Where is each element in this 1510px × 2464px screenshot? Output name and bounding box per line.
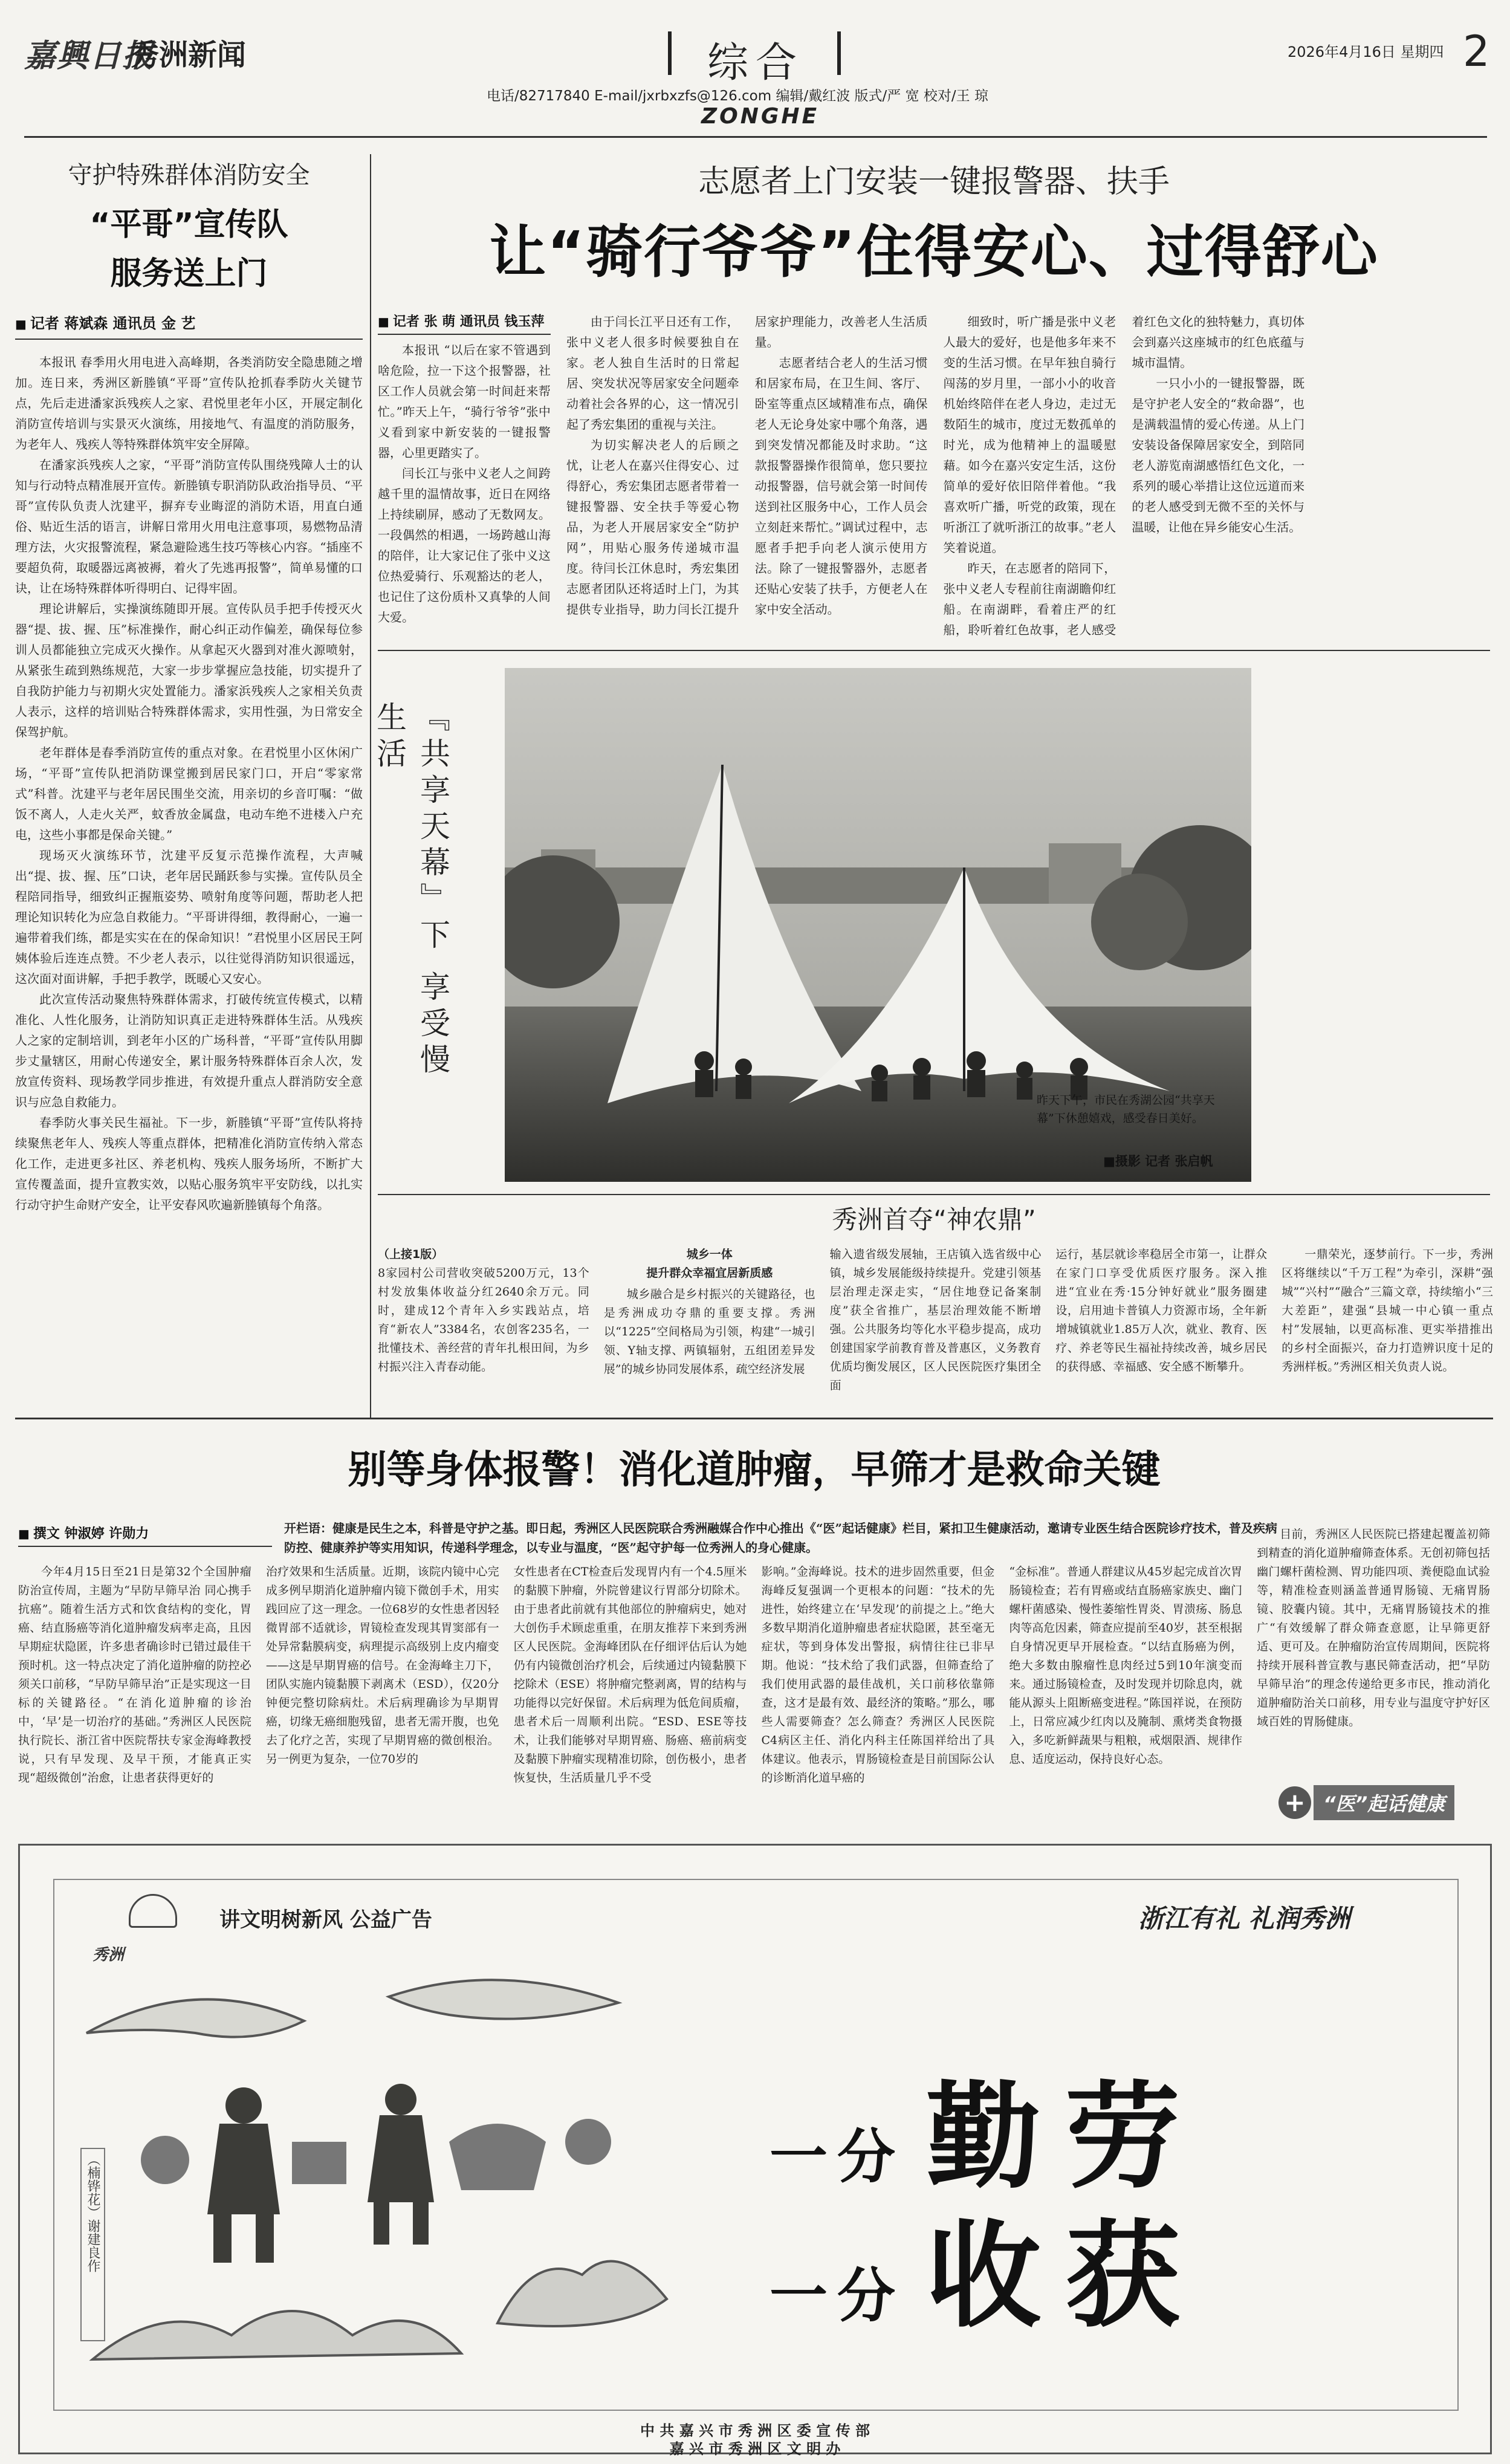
left-story [15, 156, 363, 1413]
ad-sponsor-2: 嘉 兴 市 秀 洲 区 文 明 办 [669, 2440, 841, 2457]
continued-col-5: 一鼎荣光，逐梦前行。下一步，秀洲区将继续以“千万工程”为牵引，深耕“强城”“兴村”“融合”三篇文章，持续缩小“三大差距”，建强“县城一中心镇一重点村”发展轴，以更高标准、更实举措推出的乡村全面振兴，奋力打造辨识度十足的秀洲样板。”秀洲区相关负责人说。 [1282, 1248, 1493, 1373]
top-paragraph: 由于闫长江平日还有工作，张中义老人很多时候要独自在家。老人独自生活时的日常起居、突发状况等居家安全问题牵动着社会各界的心，这一情况引起了秀宏集团的重视与关注。 [566, 314, 739, 432]
continued-text: 城乡融合是乡村振兴的关键路径，也是秀洲成功夺鼎的重要支撑。秀洲以“1225”空间格局为引领，构建“一城引领、Y轴支撑、两镇辐射，五组团差异发展”的城乡协同发展体系，疏空经济发展 [603, 1288, 815, 1376]
ad-slogan-prefix: 一分 [770, 2262, 905, 2330]
top-paragraph: 一只小小的一键报警器，既是守护老人安全的“救命器”，也是满载温情的爱心传递。从上门安装设备保障居家安全，到陪同老人游览南湖感悟红色文化，一系列的暖心举措让这位远道而来的老人感受到无微不至的关怀与温暖，让他在异乡能安心生活。 [1132, 376, 1305, 534]
ad-slogan-big: 勤劳 [926, 2070, 1205, 2204]
masthead [0, 0, 1510, 139]
left-paragraph: 理论讲解后，实操演练随即开展。宣传队员手把手传授灭火器“提、拔、握、压”标准操作，耐心纠正动作偏差，确保每位参训人员都能独立完成灭火操作。从拿起灭火器到对准火源喷射，从紧张生疏到熟练规范，大家一步步掌握应急技能，切实提升了自我防护能力与初期火灾处置能力。潘家浜残疾人之家相关负责人表示，这样的培训贴合特殊群体需求，实用性强，为日常安全保驾护航。 [15, 601, 363, 739]
ad-sponsor-1: 中 共 嘉 兴 市 秀 洲 区 委 宣 传 部 [640, 2422, 870, 2439]
top-story-text [378, 311, 1304, 644]
top-paragraph: 本报讯 “以后在家不管遇到啥危险，拉一下这个报警器，社区工作人员就会第一时间赶来帮忙。”昨天上午，“骑行爷爷”张中义看到家中新安装的一键报警器，心里更踏实了。 [378, 343, 551, 460]
ad-brand: 秀洲 [92, 1946, 125, 1964]
photo-credit: ■摄影 记者 张启帆 [1103, 1154, 1213, 1169]
newspaper-logo: 嘉興日报 [24, 37, 155, 74]
continued-col-3: 输入遗省级发展轴，王店镇入选省级中心镇，城乡发展能级持续提升。党建引领基层治理走深走实，“居住地登记备案制度”获全省推广，基层治理效能不断增强。公共服务均等化水平稳步提高，成功创建国家学前教育普及普惠区，义务教育优质均衡发展区，区人民医院医疗集团全面 [829, 1248, 1042, 1392]
top-paragraph: 细致时，听广播是张中义老人最大的爱好，也是他多年来不变的生活习惯。在早年独自骑行闯荡的岁月里，一部小小的收音机始终陪伴在老人身边，走过无数陌生的城市，度过无数孤单的时光，成为他精神上的温暖慰藉。如今在嘉兴安定生活，这份简单的爱好依旧陪伴着他。“我喜欢听广播，听党的政策，现在听浙江了就听浙江的故事。”老人笑着说道。 [943, 314, 1116, 555]
top-story-header [378, 156, 1490, 301]
continued-col-1 [378, 1245, 589, 1409]
health-col-3: 女性患者在CT检查后发现胃内有一个4.5厘米的黏膜下肿瘤，外院曾建议行胃部分切除术。由于患者此前就有其他部位的肿瘤病史，她对大创伤手术顾虑重重，在朋友推荐下来到秀洲区人民医院。金海峰团队在仔细评估后认为她仍有内镜微创治疗机会，后续通过内镜黏膜下挖除术（ESE）将肿瘤完整剥离，胃的结构与功能得以完好保留。术后病理为低危间质瘤，患者术后一周顺利出院。“ESD、ESE等技术，让我们能够对早期胃癌、肠癌、癌前病变及黏膜下肿瘤实现精准切除，创伤极小，患者恢复快，生活质量几乎不受 [513, 1565, 747, 1785]
left-story-byline: ■ 记者 蒋斌森 通讯员 金 艺 [15, 311, 363, 340]
left-paragraph: 现场灭火演练环节，沈建平反复示范操作流程，大声喊出“提、拔、握、压”口诀，老年居民踊跃参与实操。宣传队员全程陪同指导，细致纠正握瓶姿势、喷射角度等问题，帮助老人把理论知识转化为应急自救能力。“平哥讲得细，教得耐心，一遍一遍带着我们练，都是实实在在的保命知识！”君悦里小区居民王阿姨体验后连连点赞。不少老人表示，以往觉得消防知识很遥远，这次面对面讲解，手把手教学，既暖心又安心。 [15, 848, 363, 986]
left-paragraph: 老年群体是春季消防宣传的重点对象。在君悦里小区休闲广场，“平哥”宣传队把消防课堂搬到居民家门口，开启“零家常式”科普。沈建平与老年居民围坐交流，用亲切的乡音叮嘱：“做饭不离人，人走火关严，蚊香放金属盘，电动车绝不进楼入户充电，这些小事都是保命关键。” [15, 745, 363, 842]
mid-page-rule [15, 1418, 1493, 1419]
ad-header-right: 浙江有礼 礼润秀洲 [1138, 1904, 1350, 1933]
ad-slogan-big: 收获 [926, 2209, 1205, 2343]
ad-header-left: 讲文明树新风 公益广告 [219, 1908, 432, 1932]
top-story-bottom-rule [378, 650, 1490, 651]
page-number: 2 [1463, 27, 1490, 76]
section-title: 综合 [707, 39, 805, 87]
continued-subheading-1: 城乡一体 [686, 1248, 733, 1261]
photo-bottom-rule [378, 1194, 1490, 1195]
top-paragraph: 为切实解决老人的后顾之忧，让老人在嘉兴住得安心、过得舒心，秀宏集团志愿者带着一键报警器、安全扶手等爱心物品，为老人开展居家安全“防护网”，用贴心服务传递城市温度。待闫长江休息时，秀宏集团志愿者团队还将适时上门，为其提供专业指导，助力闫长江提升居家护理能力，改善老人生活质量。 [566, 314, 928, 617]
left-story-title-2: 服务送上门 [110, 256, 268, 292]
cross-icon: + [1278, 1786, 1311, 1819]
health-col-6: 目前，秀洲区人民医院已搭建起覆盖初筛到精查的消化道肿瘤筛查体系。无创初筛包括幽门螺杆菌检测、胃功能四项、粪便隐血试验等，精准检查则涵盖普通胃肠镜、无痛胃肠镜、胶囊内镜。其中，无痛胃肠镜技术的推广“有效缓解了群众筛查意愿，让早筛更舒适、更可及。在肿瘤防治宣传周期间，医院将持续开展科普宣教与惠民筛查活动，把“早防早筛早治”的理念传递给更多市民，推动消化道肿瘤防治关口前移，用专业与温度守护好区域百姓的胃肠健康。 [1257, 1528, 1490, 1728]
masthead-date: 2026年4月16日 星期四 [1288, 44, 1444, 60]
continued-col-4: 运行，基层就诊率稳居全市第一，让群众在家门口享受优质医疗服务。深入推进“宜业在秀·15分钟好就业”服务圈建设，启用迪卡普镇人力资源市场，全年新增城镇就业1.85万人次，就业、教育、医疗、养老等民生福祉持续改善，城乡居民的获得感、幸福感、安全感不断攀升。 [1055, 1248, 1268, 1373]
section-title-bar-right [837, 31, 841, 75]
ad-art-credit: （楠铧花）谢建良作 [80, 2148, 105, 2341]
ad-slogan-line-2 [770, 2184, 1204, 2349]
public-service-ad [18, 1844, 1492, 2457]
left-story-kicker: 守护特殊群体消防安全 [68, 161, 310, 189]
ad-folk-art [74, 1960, 691, 2378]
left-paragraph: 春季防火事关民生福祉。下一步，新塍镇“平哥”宣传队将持续聚焦老年人、残疾人等重点群体，把精准化消防宣传纳入常态化工作，走进更多社区、养老机构、残疾人服务场所，不断扩大宣传覆盖面，提升宣教实效，以贴心服务筑牢平安防线，以扎实行动守护生命财产安全，让平安春风吹遍新塍镇每个角落。 [15, 1115, 363, 1212]
health-col-2: 治疗效果和生活质量。近期，该院内镜中心完成多例早期消化道肿瘤内镜下微创手术，用实践回应了这一理念。一位68岁的女性患者因轻微胃部不适就诊，胃镜检查发现其胃窦部有一处异常黏膜病变，病理提示高级别上皮内瘤变——这是早期胃癌的信号。在金海峰主刀下，团队实施内镜黏膜下剥离术（ESD），仅20分钟便完整切除病灶。术后病理确诊为早期胃癌，切缘无癌细胞残留，患者无需开腹，也免去了化疗之苦，实现了早期胃癌的微创根治。另一例更为复杂，一位70岁的 [265, 1565, 499, 1766]
continued-from-label: （上接1版） [378, 1248, 444, 1261]
section-name: 秀洲新闻 [130, 38, 247, 72]
left-story-body [15, 352, 363, 1215]
health-column-badge [1278, 1783, 1454, 1822]
contact-line: 电话/82717840 E-mail/jxrbxzfs@126.com 编辑/戴红波 版式/严 宽 校对/王 琼 [487, 88, 988, 104]
top-paragraph: 志愿者结合老人的生活习惯和居家布局，在卫生间、客厅、卧室等重点区域精准布点，确保老人无论身处家中哪个角落，遇到突发情况都能及时求助。“这款报警器操作很简单，您只要拉动报警器，信号就会第一时间传送到社区服务中心，工作人员会立刻赶来帮忙。”调试过程中，志愿者手把手向老人演示使用方法。除了一键报警器外，志愿者还贴心安装了扶手，方便老人在家中安全活动。 [754, 355, 928, 617]
section-title-bar-left [668, 31, 672, 75]
top-story-byline: ■ 记者 张 萌 通讯员 钱玉萍 [378, 311, 551, 335]
health-story-title: 别等身体报警！消化道肿瘤，早筛才是救命关键 [348, 1448, 1161, 1493]
continued-story [378, 1245, 1493, 1409]
left-paragraph: 在潘家浜残疾人之家，“平哥”消防宣传队围绕残障人士的认知与行动特点精准展开宣传。新塍镇专职消防队政治指导员、“平哥”宣传队负责人沈建平，摒弃专业晦涩的消防术语，用直白通俗、贴近生活的语言，讲解日常用火用电注意事项，易燃物品清理方法，火灾报警流程，紧急避险逃生技巧等核心内容。“插座不要超负荷，取暖器远离被褥，着火了先逃再报警”，简单易懂的口诀，让在场特殊群体听得明白、记得牢固。 [15, 458, 363, 595]
continued-subheading-2: 提升群众幸福宜居新质感 [646, 1266, 773, 1280]
health-col-1: 今年4月15日至21日是第32个全国肿瘤防治宣传周，主题为“早防早筛早治 同心携手抗癌”。随着生活方式和饮食结构的变化，胃癌、结直肠癌等消化道肿瘤发病率走高，且因早期症状隐匿，许多患者确诊时已错过最佳干预时机。这一特点决定了消化道肿瘤的防控必须关口前移，“早防早筛早治”正是实现这一目标的关键路径。“在消化道肿瘤的诊治中，‘早’是一切治疗的基础。”秀洲区人民医院执行院长、浙江省中医院帮扶专家金海峰教授说，只有早发现、及早干预，才能真正实现“超级微创”治愈，让患者获得更好的 [18, 1565, 251, 1785]
top-story-title: 让“骑行爷爷”住得安心、过得舒心 [489, 219, 1379, 285]
continued-col-2 [604, 1245, 815, 1409]
top-paragraph: 闫长江与张中义老人之间跨越千里的温情故事，近日在网络上持续刷屏，感动了无数网友。一段偶然的相遇，一场跨越山海的陪伴，让大家记住了张中义这位热爱骑行、乐观豁达的老人，也记住了这份质朴又真挚的人间大爱。 [378, 466, 551, 624]
tent-photo [505, 668, 1251, 1182]
top-paragraph: 昨天，在志愿者的陪同下，张中义老人专程前往南湖瞻仰红船。在南湖畔，看着庄严的红船，聆听着红色故事，老人感受着红色文化的独特魅力，真切体会到嘉兴这座城市的红色底蕴与城市温情。 [943, 314, 1305, 637]
left-story-title-1: “平哥”宣传队 [89, 207, 288, 243]
health-col-5: “金标准”。普通人群建议从45岁起完成首次胃肠镜检查；若有胃癌或结直肠癌家族史、幽门螺杆菌感染、慢性萎缩性胃炎、胃溃疡、肠息肉等高危因素，筛查应提前至40岁，甚至根据自身情况更早开展检查。“以结直肠癌为例，绝大多数由腺瘤性息肉经过5到10年演变而来。通过肠镜检查，及时发现并切除息肉，就能从源头上阻断癌变进程。”陈国祥说，在预防上，日常应减少红肉以及腌制、熏烤类食物摄入，多吃新鲜蔬果与粗粮，戒烟限酒、规律作息、适度运动，保持良好心态。 [1009, 1565, 1243, 1766]
continued-story-title: 秀洲首夺“神农鼎” [832, 1205, 1036, 1234]
photo-vertical-title: 『共享天幕』下 享受慢生活 [372, 701, 450, 1080]
health-col-6-wrap [1257, 1528, 1490, 1817]
continued-text: 8家园村公司营收突破5200万元，13个村发放集体收益分红2640余万元。同时，建成12个青年入乡实践站点，培育“新农人”3384名，农创客235名，一批懂技术、善经营的青年扎根田间，为乡村振兴注入青春动能。 [378, 1266, 589, 1373]
section-pinyin: ZONGHE [701, 104, 820, 129]
left-column-divider [370, 154, 371, 1418]
health-badge-text: “医”起话健康 [1314, 1785, 1454, 1820]
health-story-byline: ■ 撰文 钟淑婷 许勋力 [18, 1523, 272, 1547]
health-story-intro: 开栏语：健康是民生之本，科普是守护之基。即日起，秀洲区人民医院联合秀洲融媒合作中心推出《“医”起话健康》栏目，紧扣卫生健康活动，邀请专业医生结合医院诊疗技术，普及疾病防控、健康养护等实用知识，传递科学理念，以专业与温度，“医”起守护每一位秀洲人的身心健康。 [284, 1521, 1278, 1555]
photo-caption: 昨天下午，市民在秀湖公园“共享天幕”下休憩嬉戏，感受春日美好。 [1037, 1094, 1215, 1125]
top-story-subtitle: 志愿者上门安装一键报警器、扶手 [698, 164, 1170, 200]
ad-slogan-prefix: 一分 [770, 2123, 905, 2191]
left-paragraph: 本报讯 春季用火用电进入高峰期，各类消防安全隐患随之增加。连日来，秀洲区新塍镇“平哥”宣传队抢抓春季防火关键节点，先后走进潘家浜残疾人之家、君悦里老年小区，开展定制化消防宣传培训与实景灭火演练，用接地气、有温度的消防服务，为老年人、残疾人等特殊群体筑牢安全屏障。 [15, 355, 363, 452]
masthead-rule [24, 136, 1487, 138]
left-paragraph: 此次宣传活动聚焦特殊群体需求，打破传统宣传模式，以精准化、人性化服务，让消防知识真正走进特殊群体生活。从残疾人之家的定制培训，到老年小区的广场科普，“平哥”宣传队用脚步丈量辖区，用耐心传递安全，累计服务特殊群体百余人次，发放宣传资料、现场教学同步推进，有效提升重点人群消防安全意识与应急自救能力。 [15, 992, 363, 1109]
top-story-body [378, 311, 1493, 644]
health-col-4: 影响。”金海峰说。技术的进步固然重要，但金海峰反复强调一个更根本的问题：“技术的先进性，始终建立在‘早发现’的前提之上。”绝大多数早期消化道肿瘤患者症状隐匿，甚至毫无症状，等到身体发出警报，病情往往已非早期。他说：“技术给了我们武器，但筛查给了我们使用武器的最佳战机，关口前移依靠筛查，这才是最有效、最经济的策略。”那么，哪些人需要筛查？怎么筛查？秀洲区人民医院C4病区主任、消化内科主任陈国祥给出了具体建议。他表示，胃肠镜检查是目前国际公认的诊断消化道早癌的 [761, 1565, 995, 1785]
